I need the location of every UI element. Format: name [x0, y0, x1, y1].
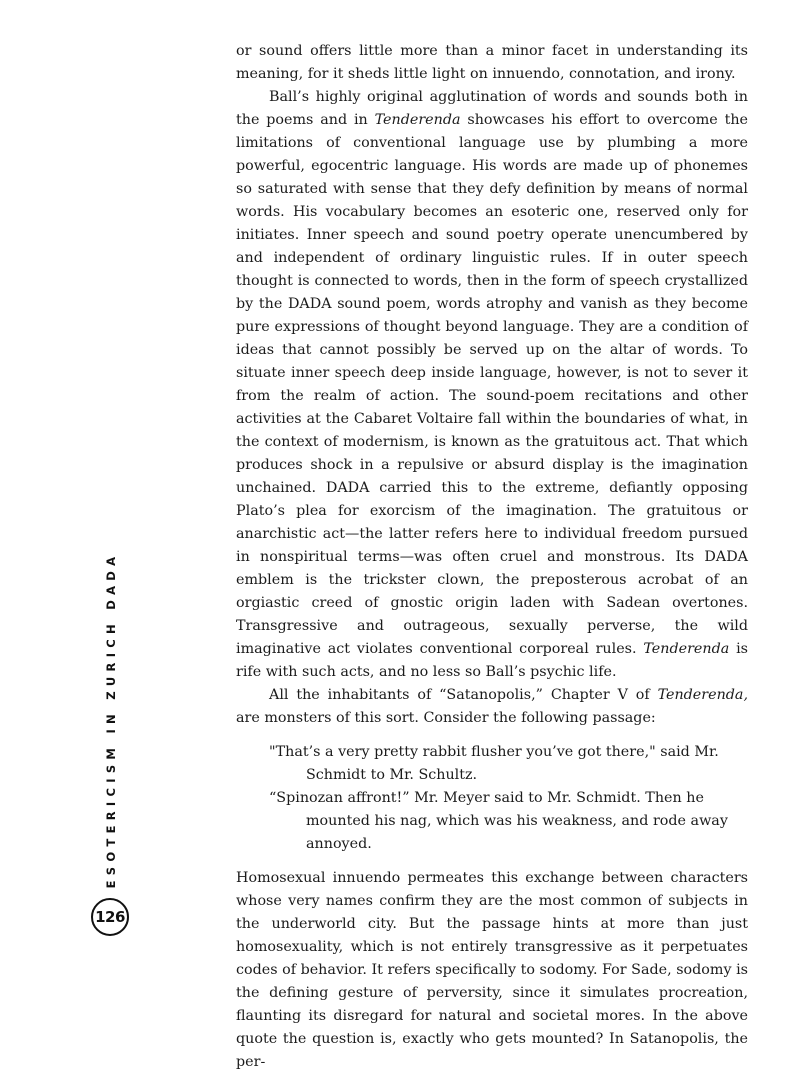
paragraph-2-part-b: showcases his effort to overcome the limitations of conventional language use by plumbing a more powerful, egocentric language. His words are made up of phonemes so saturated with sense that they defy definition by means of normal words. His vocabulary becomes an esoteric one, reserved only for initiates. Inner speech and sound poetry operate unencumbered by and independent of ordinary linguistic rules. If in outer speech thought is connected to words, then in the form of speech crystallized by the DADA sound poem, words atrophy and vanish as they become pure expressions of thought beyond language. They are a condition of ideas that cannot possibly be served up on the altar of words. To situate inner speech deep inside language, however, is not to sever it from the realm of action. The sound-poem recitations and other activities at the Cabaret Voltaire fall within the boundaries of what, in the context of modernism, is known as the gratuitous act. That which produces shock in a repulsive or absurd display is the imagination unchained. DADA carried this to the extreme, defiantly opposing Plato’s plea for exorcism of the imagination. The gratuitous or anarchistic act—the latter refers here to individual freedom pursued in nonspiritual terms—was often cruel and monstrous. Its DADA emblem is the trickster clown, the preposterous acrobat of an orgiastic creed of gnostic origin laden with Sadean overtones. Transgressive and outrageous, sexually perverse, the wild imaginative act violates conventional corporeal rules. [236, 112, 749, 657]
paragraph-3-part-a: All the inhabitants of “Satanopolis,” Chapter V of [269, 687, 658, 703]
paragraph-1: or sound offers little more than a minor facet in understanding its meaning, for it sheds little light on innuendo, connotation, and irony. [236, 43, 748, 82]
block-quote [269, 741, 735, 856]
paragraph-2 [236, 86, 748, 684]
paragraph-2-part-c: is rife with such acts, and no less so Ball’s psychic life. [236, 641, 748, 680]
paragraph-3-part-b: are monsters of this sort. Consider the following passage: [236, 710, 656, 726]
body-text [236, 40, 748, 1074]
quote-line-1: "That’s a very pretty rabbit flusher you’ve got there," said Mr. Schmidt to Mr. Schultz. [269, 744, 719, 783]
quote-line-2: “Spinozan affront!” Mr. Meyer said to Mr. Schmidt. Then he mounted his nag, which was his weakness, and rode away annoyed. [269, 790, 728, 852]
paragraph-4: Homosexual innuendo permeates this exchange between characters whose very names confirm they are the most common of subjects in the underworld city. But the passage hints at more than just homosexuality, which is not entirely transgressive as it perpetuates codes of behavior. It refers specifically to sodomy. For Sade, sodomy is the defining gesture of perversity, since it simulates procreation, flaunting its disregard for natural and societal mores. In the above quote the question is, exactly who gets mounted? In Satanopolis, the per- [236, 870, 748, 1070]
book-title-tenderenda-2: Tenderenda [643, 641, 730, 657]
paragraph-2-part-a: Ball’s highly original agglutination of words and sounds both in the poems and in [236, 89, 748, 128]
page-number: 126 [91, 898, 129, 936]
book-title-tenderenda: Tenderenda [374, 112, 461, 128]
book-title-tenderenda-3: Tenderenda, [657, 687, 748, 703]
running-head: ESOTERICISM IN ZURICH DADA [104, 551, 118, 889]
paragraph-3 [236, 684, 748, 730]
